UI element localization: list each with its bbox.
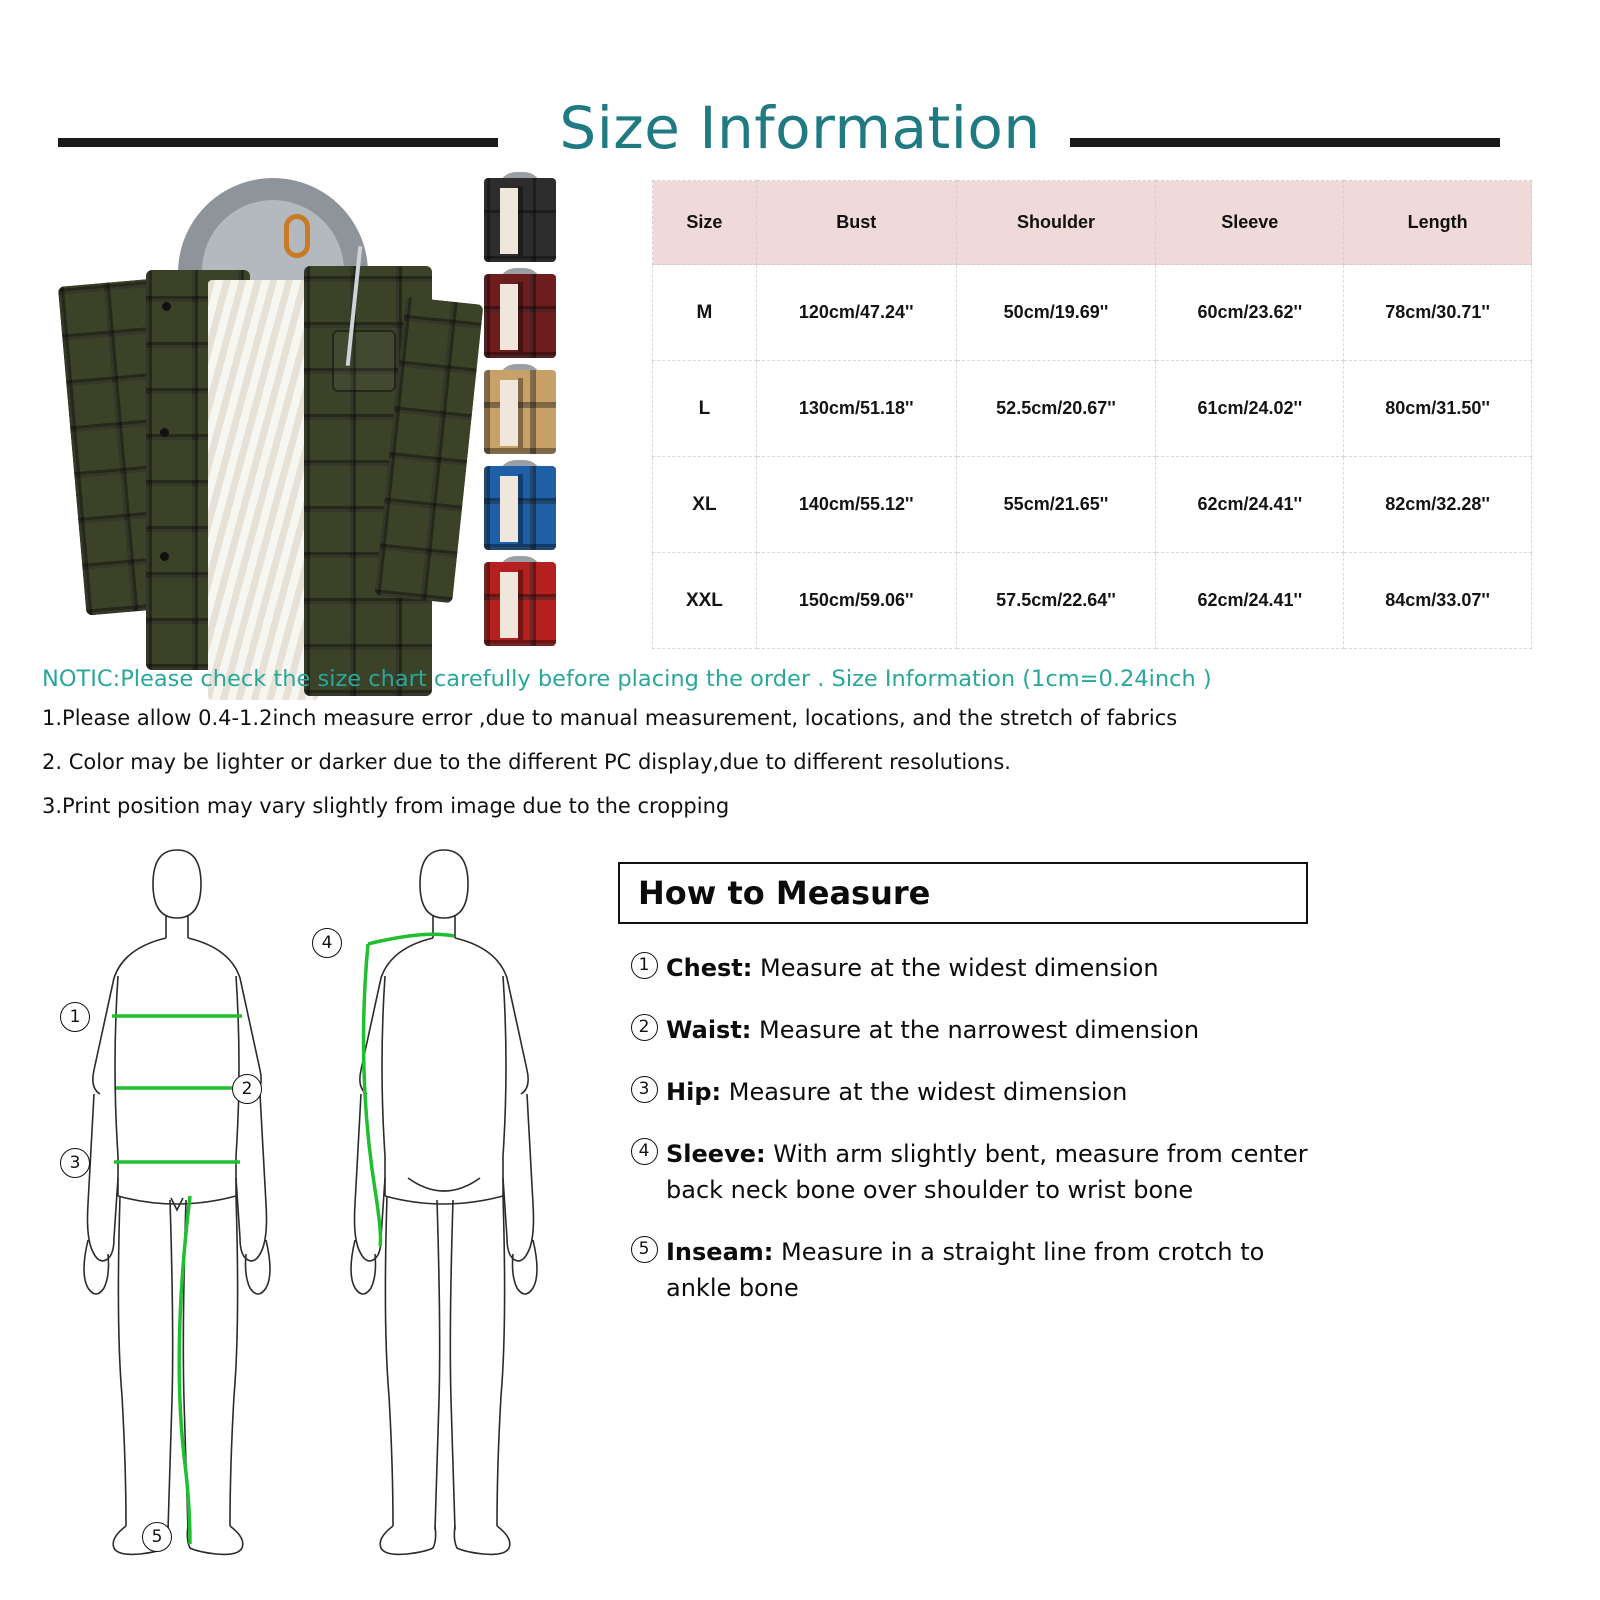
- measure-term: Hip:: [666, 1078, 722, 1106]
- table-row: [653, 553, 1532, 649]
- thumb-placket: [518, 378, 523, 448]
- measure-number-icon: 2: [622, 1012, 666, 1041]
- color-thumb-blue-plaid[interactable]: [470, 460, 570, 552]
- measure-number-icon: 4: [622, 1136, 666, 1165]
- cell-length: 80cm/31.50'': [1344, 361, 1532, 457]
- measure-text: [666, 950, 1159, 986]
- measure-item-chest: [618, 950, 1308, 986]
- cell-size: M: [653, 265, 757, 361]
- thumb-placket: [518, 282, 523, 352]
- thumb-fleece: [500, 380, 518, 446]
- cell-sleeve: 62cm/24.41'': [1156, 457, 1344, 553]
- jacket-fleece-lining: [208, 280, 318, 700]
- col-header-shoulder: Shoulder: [956, 181, 1156, 265]
- cell-bust: 120cm/47.24'': [756, 265, 956, 361]
- thumb-fleece: [500, 476, 518, 542]
- col-header-length: Length: [1344, 181, 1532, 265]
- notes-block: [42, 662, 1562, 828]
- cell-size: XL: [653, 457, 757, 553]
- measure-desc: Measure at the narrowest dimension: [759, 1016, 1200, 1044]
- size-chart-table: [652, 180, 1532, 649]
- product-main-image: [60, 170, 460, 650]
- how-to-measure-title-box: [618, 862, 1308, 924]
- color-thumb-dark-red-plaid[interactable]: [470, 268, 570, 360]
- measure-desc: Measure at the widest dimension: [728, 1078, 1128, 1106]
- notice-heading: NOTIC:Please check the size chart carefully before placing the order . Size Information (1cm=0.24inch ): [42, 666, 1212, 692]
- thumb-fleece: [500, 572, 518, 638]
- col-header-sleeve: Sleeve: [1156, 181, 1344, 265]
- thumb-placket: [518, 474, 523, 544]
- measure-desc: With arm slightly bent, measure from center back neck bone over shoulder to wrist bone: [666, 1140, 1308, 1204]
- cell-sleeve: 61cm/24.02'': [1156, 361, 1344, 457]
- thumb-fleece: [500, 284, 518, 350]
- cell-shoulder: 55cm/21.65'': [956, 457, 1156, 553]
- table-row: [653, 265, 1532, 361]
- cell-size: L: [653, 361, 757, 457]
- page-title-banner: [0, 92, 1600, 164]
- page-title: Size Information: [559, 94, 1041, 162]
- measure-item-hip: [618, 1074, 1308, 1110]
- col-header-size: Size: [653, 181, 757, 265]
- color-thumb-khaki-plaid[interactable]: [470, 364, 570, 456]
- jacket-button: [160, 428, 169, 437]
- figure-label-2: 2: [232, 1074, 262, 1104]
- color-thumb-black-white-plaid[interactable]: [470, 172, 570, 264]
- how-to-measure-title: How to Measure: [638, 874, 931, 912]
- thumb-placket: [518, 186, 523, 256]
- measure-text: [666, 1074, 1127, 1110]
- note-line-1: 1.Please allow 0.4-1.2inch measure error ,due to manual measurement, locations, and the stretch of fabrics: [42, 706, 1178, 730]
- measure-number-icon: 1: [622, 950, 666, 979]
- measure-term: Waist:: [666, 1016, 752, 1044]
- product-color-thumbnails[interactable]: [470, 172, 580, 652]
- cell-length: 78cm/30.71'': [1344, 265, 1532, 361]
- measure-term: Inseam:: [666, 1238, 774, 1266]
- cell-bust: 140cm/55.12'': [756, 457, 956, 553]
- measure-text: [666, 1012, 1199, 1048]
- cell-bust: 150cm/59.06'': [756, 553, 956, 649]
- cell-shoulder: 57.5cm/22.64'': [956, 553, 1156, 649]
- figure-label-5: 5: [142, 1522, 172, 1552]
- note-line-3: 3.Print position may vary slightly from image due to the cropping: [42, 794, 730, 818]
- jacket-button: [162, 302, 171, 311]
- figure-label-3: 3: [60, 1148, 90, 1178]
- cell-shoulder: 52.5cm/20.67'': [956, 361, 1156, 457]
- cell-size: XXL: [653, 553, 757, 649]
- measure-term: Chest:: [666, 954, 753, 982]
- table-row: [653, 457, 1532, 553]
- measurement-figures: [40, 840, 600, 1580]
- measure-text: [666, 1234, 1308, 1306]
- measure-item-sleeve: [618, 1136, 1308, 1208]
- color-thumb-red-plaid[interactable]: [470, 556, 570, 648]
- figure-label-4: 4: [312, 928, 342, 958]
- jacket-carabiner-icon: [284, 214, 310, 258]
- cell-shoulder: 50cm/19.69'': [956, 265, 1156, 361]
- table-header-row: [653, 181, 1532, 265]
- measure-term: Sleeve:: [666, 1140, 766, 1168]
- measure-item-inseam: [618, 1234, 1308, 1306]
- col-header-bust: Bust: [756, 181, 956, 265]
- measure-number-icon: 3: [622, 1074, 666, 1103]
- cell-sleeve: 62cm/24.41'': [1156, 553, 1344, 649]
- cell-sleeve: 60cm/23.62'': [1156, 265, 1344, 361]
- figure-label-1: 1: [60, 1002, 90, 1032]
- how-to-measure-panel: [618, 862, 1308, 1306]
- cell-bust: 130cm/51.18'': [756, 361, 956, 457]
- jacket-button: [160, 552, 169, 561]
- measure-number-icon: 5: [622, 1234, 666, 1263]
- table-row: [653, 361, 1532, 457]
- measure-desc: Measure at the widest dimension: [759, 954, 1159, 982]
- note-line-2: 2. Color may be lighter or darker due to the different PC display,due to different resolutions.: [42, 750, 1011, 774]
- jacket-chest-pocket: [332, 330, 396, 392]
- measure-guides: [112, 934, 454, 1544]
- cell-length: 84cm/33.07'': [1344, 553, 1532, 649]
- cell-length: 82cm/32.28'': [1344, 457, 1532, 553]
- measure-text: [666, 1136, 1308, 1208]
- measure-item-waist: [618, 1012, 1308, 1048]
- thumb-placket: [518, 570, 523, 640]
- measure-desc: Measure in a straight line from crotch to ankle bone: [666, 1238, 1265, 1302]
- thumb-fleece: [500, 188, 518, 254]
